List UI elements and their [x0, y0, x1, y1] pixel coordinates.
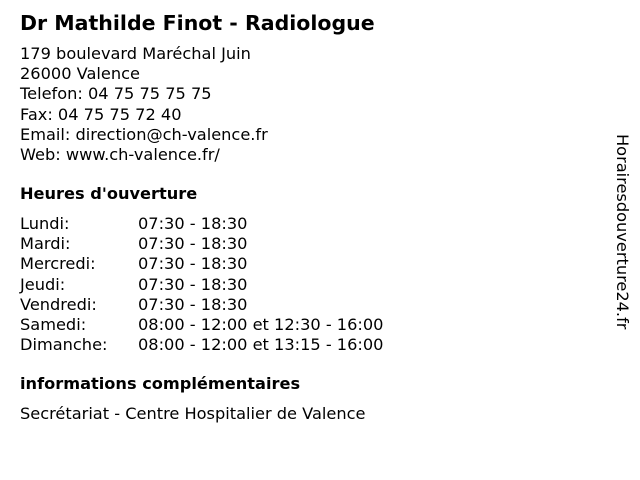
hours-day: Mardi: — [20, 234, 71, 254]
hours-row — [20, 315, 600, 335]
hours-row — [20, 295, 600, 315]
hours-row — [20, 254, 600, 274]
hours-table — [20, 214, 600, 355]
hours-time: 07:30 - 18:30 — [138, 214, 248, 234]
fax-number: Fax: 04 75 75 72 40 — [20, 104, 182, 124]
city-address: 26000 Valence — [20, 64, 140, 84]
hours-day: Mercredi: — [20, 254, 96, 274]
hours-time: 07:30 - 18:30 — [138, 234, 248, 254]
hours-row — [20, 275, 600, 295]
hours-row — [20, 234, 600, 254]
hours-day: Lundi: — [20, 214, 70, 234]
brand-watermark: Horairesdouverture24.fr — [613, 134, 632, 330]
phone-number: Telefon: 04 75 75 75 75 — [20, 84, 212, 104]
street-address: 179 boulevard Maréchal Juin — [20, 44, 251, 63]
hours-row — [20, 214, 600, 234]
hours-row — [20, 335, 600, 355]
business-card — [20, 9, 600, 424]
hours-time: 07:30 - 18:30 — [138, 294, 248, 314]
info-text: Secrétariat - Centre Hospitalier de Valence — [20, 403, 366, 423]
hours-time: 08:00 - 12:00 et 12:30 - 16:00 — [138, 314, 384, 334]
page-title: Dr Mathilde Finot - Radiologue — [20, 11, 375, 35]
hours-time: 07:30 - 18:30 — [138, 274, 248, 294]
hours-time: 07:30 - 18:30 — [138, 254, 248, 274]
address-block — [20, 44, 600, 165]
hours-day: Dimanche: — [20, 334, 108, 354]
hours-day: Vendredi: — [20, 294, 97, 314]
website-url: Web: www.ch-valence.fr/ — [20, 145, 220, 165]
hours-heading: Heures d'ouverture — [20, 184, 198, 204]
email-address: Email: direction@ch-valence.fr — [20, 124, 268, 144]
info-heading: informations complémentaires — [20, 373, 301, 393]
hours-time: 08:00 - 12:00 et 13:15 - 16:00 — [138, 334, 384, 354]
hours-day: Samedi: — [20, 314, 87, 334]
hours-day: Jeudi: — [20, 274, 66, 294]
